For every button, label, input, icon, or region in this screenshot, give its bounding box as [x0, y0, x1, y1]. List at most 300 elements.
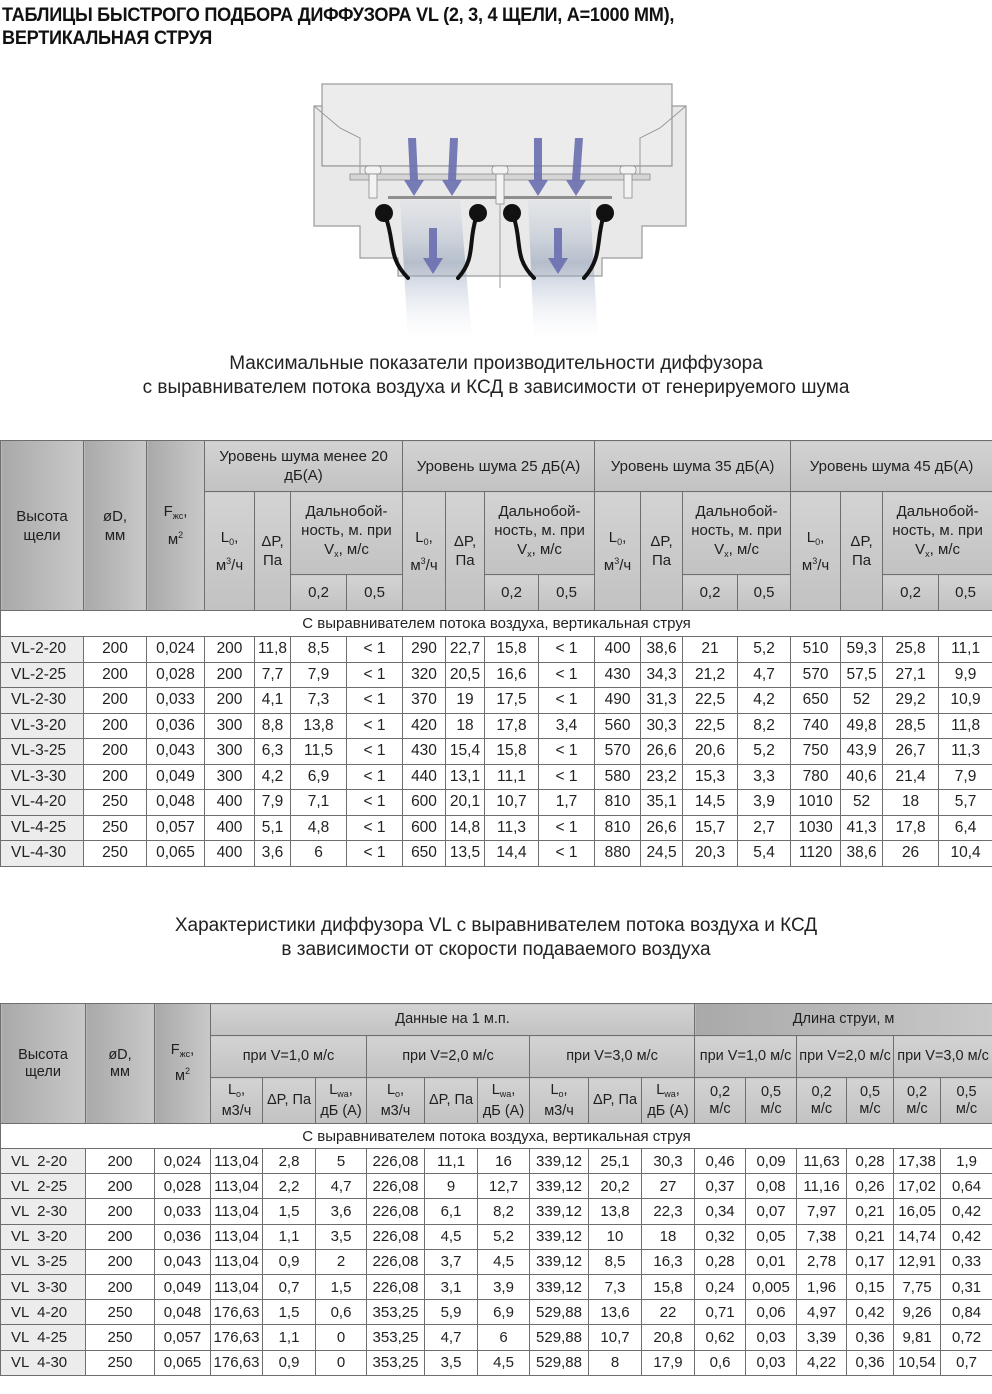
table-cell: 0,09	[746, 1149, 797, 1174]
table-cell: 7,9	[939, 764, 992, 790]
table-row	[1, 1149, 992, 1174]
header-v05: 0,5	[347, 575, 403, 611]
table2-caption-line-2: в зависимости от скорости подаваемого воздуха	[281, 939, 711, 960]
table-cell: 0,21	[847, 1224, 894, 1249]
table-cell: 5,2	[738, 739, 791, 765]
table-cell: 52	[841, 688, 883, 714]
table-cell: 400	[205, 841, 255, 867]
noise-performance-table	[0, 440, 992, 867]
table-cell: 400	[205, 815, 255, 841]
table-cell: 200	[205, 662, 255, 688]
model-cell: VL-3-25	[1, 739, 84, 765]
table-cell: < 1	[347, 790, 403, 816]
table-cell: < 1	[347, 841, 403, 867]
table-cell: 4,2	[255, 764, 291, 790]
table-cell: 13,8	[589, 1199, 642, 1224]
table-cell: 12,91	[894, 1249, 941, 1274]
section-label: С выравнивателем потока воздуха, вертикальная струя	[1, 611, 992, 637]
table-cell: 1030	[791, 815, 841, 841]
table-cell: 0	[316, 1350, 367, 1375]
table-cell: 5,2	[738, 637, 791, 663]
table-cell: 430	[595, 662, 641, 688]
table-cell: < 1	[539, 815, 595, 841]
table-cell: 200	[86, 1274, 155, 1299]
header-slot-height: Высота щели	[1, 441, 84, 611]
table-cell: 15,8	[642, 1274, 695, 1299]
table-cell: 10,9	[939, 688, 992, 714]
table-cell: 1120	[791, 841, 841, 867]
table-cell: 22,3	[642, 1199, 695, 1224]
table-cell: 9,9	[939, 662, 992, 688]
table-cell: 7,9	[291, 662, 347, 688]
model-cell: VL 2-20	[1, 1149, 86, 1174]
table-cell: 0,37	[695, 1174, 746, 1199]
table-cell: 113,04	[211, 1174, 263, 1199]
header-diameter: øD, мм	[86, 1004, 155, 1124]
table-cell: 0,6	[316, 1300, 367, 1325]
table-row	[1, 713, 992, 739]
table-cell: 22,7	[446, 637, 485, 663]
table-cell: 3,39	[797, 1325, 847, 1350]
table-cell: 22,5	[683, 713, 738, 739]
table-cell: 200	[84, 688, 147, 714]
table-cell: 20,2	[589, 1174, 642, 1199]
table-cell: 4,5	[478, 1249, 530, 1274]
table-cell: 11,3	[485, 815, 539, 841]
table-cell: 0,028	[147, 662, 205, 688]
table-cell: 0,024	[147, 637, 205, 663]
table-cell: 9,81	[894, 1325, 941, 1350]
table-cell: < 1	[539, 662, 595, 688]
table-cell: 5,9	[425, 1300, 478, 1325]
model-cell: VL-4-30	[1, 841, 84, 867]
table-cell: 8,8	[255, 713, 291, 739]
table-cell: 17,5	[485, 688, 539, 714]
table-cell: < 1	[539, 841, 595, 867]
table-row	[1, 764, 992, 790]
model-cell: VL-2-30	[1, 688, 84, 714]
table-cell: 0,15	[847, 1274, 894, 1299]
header-sound-power: $L_{wa}$, дБ (А)	[316, 1078, 367, 1124]
model-cell: VL 3-30	[1, 1274, 86, 1299]
table-cell: 43,9	[841, 739, 883, 765]
table-cell: 113,04	[211, 1199, 263, 1224]
header-flow: $L_0$, $м^3/ч$	[403, 492, 446, 611]
table-cell: 113,04	[211, 1274, 263, 1299]
header-noise-45: Уровень шума 45 дБ(А)	[791, 441, 992, 492]
table-cell: 7,3	[589, 1274, 642, 1299]
table-cell: 200	[86, 1199, 155, 1224]
table-cell: 430	[403, 739, 446, 765]
table-cell: 29,2	[883, 688, 939, 714]
table-cell: 10,7	[485, 790, 539, 816]
table-cell: 34,3	[641, 662, 683, 688]
table-cell: 0,057	[147, 815, 205, 841]
table-cell: 20,8	[642, 1325, 695, 1350]
model-cell: VL 3-25	[1, 1249, 86, 1274]
table-cell: 2,7	[738, 815, 791, 841]
table-cell: 200	[86, 1174, 155, 1199]
table-cell: 2,2	[263, 1174, 316, 1199]
table-cell: 370	[403, 688, 446, 714]
table-row	[1, 1350, 992, 1375]
table-cell: 420	[403, 713, 446, 739]
table-cell: 0,024	[155, 1149, 211, 1174]
header-jet-speed-1: при V=1,0 м/с	[695, 1036, 797, 1078]
page-title	[2, 4, 913, 50]
table-cell: 20,6	[683, 739, 738, 765]
table-cell: < 1	[539, 764, 595, 790]
table-cell: 26,6	[641, 815, 683, 841]
table-row	[1, 1274, 992, 1299]
header-flow: $L_0$, $м^3/ч$	[205, 492, 255, 611]
header-noise-20: Уровень шума менее 20 дБ(А)	[205, 441, 403, 492]
table-cell: 339,12	[530, 1199, 589, 1224]
table-cell: 400	[595, 637, 641, 663]
table-cell: 25,1	[589, 1149, 642, 1174]
table-row	[1, 815, 992, 841]
table-cell: 21,4	[883, 764, 939, 790]
model-cell: VL 2-25	[1, 1174, 86, 1199]
table-cell: 0,043	[155, 1249, 211, 1274]
table-cell: 4,8	[291, 815, 347, 841]
table-cell: 176,63	[211, 1325, 263, 1350]
table-cell: 200	[84, 713, 147, 739]
table-cell: 1,96	[797, 1274, 847, 1299]
table-row	[1, 1249, 992, 1274]
table-cell: 0,7	[263, 1274, 316, 1299]
header-speed-1: при V=1,0 м/с	[211, 1036, 367, 1078]
table-cell: 11,3	[939, 739, 992, 765]
table-cell: 11,1	[425, 1149, 478, 1174]
table-cell: 1,5	[263, 1199, 316, 1224]
table-cell: 226,08	[367, 1249, 425, 1274]
table-cell: 880	[595, 841, 641, 867]
table-cell: 0,32	[695, 1224, 746, 1249]
table-row	[1, 739, 992, 765]
table-cell: 300	[205, 739, 255, 765]
table-cell: 176,63	[211, 1300, 263, 1325]
table-cell: 8,2	[738, 713, 791, 739]
table-cell: 226,08	[367, 1174, 425, 1199]
table-row	[1, 1224, 992, 1249]
table-cell: 0,21	[847, 1199, 894, 1224]
table-cell: < 1	[347, 688, 403, 714]
table-cell: 3,4	[539, 713, 595, 739]
header-speed-2: при V=2,0 м/с	[367, 1036, 530, 1078]
table-cell: 0,07	[746, 1199, 797, 1224]
table-cell: 0,01	[746, 1249, 797, 1274]
header-speed-3: при V=3,0 м/с	[530, 1036, 695, 1078]
header-pressure-drop: ΔP, Па	[263, 1078, 316, 1124]
table-cell: < 1	[347, 764, 403, 790]
model-cell: VL-2-25	[1, 662, 84, 688]
table-row	[1, 637, 992, 663]
table-row	[1, 790, 992, 816]
table-cell: 529,88	[530, 1350, 589, 1375]
velocity-characteristics-table	[0, 1003, 992, 1376]
table-cell: 22	[642, 1300, 695, 1325]
table-cell: 7,75	[894, 1274, 941, 1299]
table-cell: 0,42	[941, 1224, 992, 1249]
table-cell: 0,24	[695, 1274, 746, 1299]
table-cell: 600	[403, 815, 446, 841]
table-cell: 250	[86, 1325, 155, 1350]
model-cell: VL 4-20	[1, 1300, 86, 1325]
table1-caption-line-2: с выравнивателем потока воздуха и КСД в зависимости от генерируемого шума	[142, 377, 850, 398]
table-cell: 0,42	[941, 1199, 992, 1224]
table-cell: 3,7	[425, 1249, 478, 1274]
table-cell: 9,26	[894, 1300, 941, 1325]
table1-caption-line-1: Максимальные показатели производительности диффузора	[229, 353, 763, 374]
table-cell: 52	[841, 790, 883, 816]
table-cell: 0,049	[155, 1274, 211, 1299]
model-cell: VL-3-30	[1, 764, 84, 790]
table-cell: 0,005	[746, 1274, 797, 1299]
header-pressure-drop: ΔP, Па	[841, 492, 883, 611]
table-cell: 10,54	[894, 1350, 941, 1375]
table-cell: 15,8	[485, 739, 539, 765]
table-cell: < 1	[347, 713, 403, 739]
header-flow: $L_0$, $м^3/ч$	[595, 492, 641, 611]
table-cell: 353,25	[367, 1350, 425, 1375]
table-cell: 25,8	[883, 637, 939, 663]
table-cell: 6	[478, 1325, 530, 1350]
header-v05: 0,5	[738, 575, 791, 611]
table-cell: 200	[205, 637, 255, 663]
table-cell: 16,3	[642, 1249, 695, 1274]
table-cell: 320	[403, 662, 446, 688]
table-row	[1, 688, 992, 714]
table-cell: 4,7	[425, 1325, 478, 1350]
header-v02: 0,2	[291, 575, 347, 611]
table-cell: 16	[478, 1149, 530, 1174]
header-v05: 0,5 м/с	[941, 1078, 992, 1124]
table-cell: 2,8	[263, 1149, 316, 1174]
table-cell: 339,12	[530, 1224, 589, 1249]
table-cell: 11,16	[797, 1174, 847, 1199]
table-cell: 200	[84, 764, 147, 790]
table-cell: 0,17	[847, 1249, 894, 1274]
header-pressure-drop: ΔP, Па	[425, 1078, 478, 1124]
table-cell: 14,5	[683, 790, 738, 816]
table-cell: 1,9	[941, 1149, 992, 1174]
table-cell: 740	[791, 713, 841, 739]
table-cell: 0,26	[847, 1174, 894, 1199]
table-cell: 5,4	[738, 841, 791, 867]
table-cell: 1010	[791, 790, 841, 816]
table-cell: 250	[84, 790, 147, 816]
table-cell: 339,12	[530, 1174, 589, 1199]
table-cell: 250	[84, 815, 147, 841]
table-cell: 0,065	[147, 841, 205, 867]
table-cell: 30,3	[642, 1149, 695, 1174]
table-cell: 19	[446, 688, 485, 714]
table-cell: 7,38	[797, 1224, 847, 1249]
table-cell: 7,1	[291, 790, 347, 816]
table-cell: 0,06	[746, 1300, 797, 1325]
table-cell: < 1	[347, 637, 403, 663]
header-flow: $L_o$, м3/ч	[530, 1078, 589, 1124]
table-cell: 353,25	[367, 1300, 425, 1325]
table-cell: 16,6	[485, 662, 539, 688]
table-cell: 510	[791, 637, 841, 663]
table-row	[1, 1199, 992, 1224]
table-cell: 21,2	[683, 662, 738, 688]
table-row	[1, 841, 992, 867]
table-cell: 200	[86, 1149, 155, 1174]
table-cell: 8,5	[291, 637, 347, 663]
header-v02: 0,2 м/с	[695, 1078, 746, 1124]
table-cell: 3,5	[425, 1350, 478, 1375]
table-cell: 24,5	[641, 841, 683, 867]
table-cell: 11,63	[797, 1149, 847, 1174]
table-cell: 14,74	[894, 1224, 941, 1249]
table-cell: 0	[316, 1325, 367, 1350]
table-cell: 200	[84, 637, 147, 663]
model-cell: VL-3-20	[1, 713, 84, 739]
table-cell: 0,62	[695, 1325, 746, 1350]
table-cell: 10,4	[939, 841, 992, 867]
table-cell: 31,3	[641, 688, 683, 714]
table-cell: 0,34	[695, 1199, 746, 1224]
table-cell: 4,5	[425, 1224, 478, 1249]
header-jet-speed-2: при V=2,0 м/с	[797, 1036, 894, 1078]
table-cell: 750	[791, 739, 841, 765]
table-cell: 0,03	[746, 1350, 797, 1375]
table-row	[1, 662, 992, 688]
table-cell: 570	[595, 739, 641, 765]
table-cell: 4,2	[738, 688, 791, 714]
table-cell: 1,7	[539, 790, 595, 816]
table-cell: 226,08	[367, 1224, 425, 1249]
table-cell: < 1	[347, 662, 403, 688]
table-cell: 3,9	[478, 1274, 530, 1299]
table-cell: 0,057	[155, 1325, 211, 1350]
table-cell: 0,9	[263, 1350, 316, 1375]
table-cell: 250	[84, 841, 147, 867]
table-cell: 600	[403, 790, 446, 816]
table-cell: 250	[86, 1350, 155, 1375]
header-flow: $L_o$, м3/ч	[211, 1078, 263, 1124]
table-cell: 8	[589, 1350, 642, 1375]
page-title-line-2: ВЕРТИКАЛЬНАЯ СТРУЯ	[2, 27, 213, 49]
header-range: Дальнобой- ность, м. при $V_x$, м/с	[291, 492, 403, 575]
table2-caption	[0, 914, 992, 962]
page-title-line-1: ТАБЛИЦЫ БЫСТРОГО ПОДБОРА ДИФФУЗОРА VL (2, 3, 4 ЩЕЛИ, А=1000 ММ),	[2, 4, 675, 26]
table-cell: 0,84	[941, 1300, 992, 1325]
table-cell: 13,5	[446, 841, 485, 867]
table-cell: 0,08	[746, 1174, 797, 1199]
model-cell: VL-4-25	[1, 815, 84, 841]
header-v02: 0,2	[485, 575, 539, 611]
table-row	[1, 1174, 992, 1199]
header-noise-25: Уровень шума 25 дБ(А)	[403, 441, 595, 492]
table-cell: 35,1	[641, 790, 683, 816]
header-pressure-drop: ΔP, Па	[255, 492, 291, 611]
header-v02: 0,2 м/с	[894, 1078, 941, 1124]
table-cell: 13,1	[446, 764, 485, 790]
table-cell: 59,3	[841, 637, 883, 663]
table-cell: 176,63	[211, 1350, 263, 1375]
model-cell: VL-4-20	[1, 790, 84, 816]
table-cell: 6,9	[478, 1300, 530, 1325]
table-cell: 113,04	[211, 1149, 263, 1174]
table-cell: 3,5	[316, 1224, 367, 1249]
table-cell: 400	[205, 790, 255, 816]
header-pressure-drop: ΔP, Па	[641, 492, 683, 611]
table-cell: 0,065	[155, 1350, 211, 1375]
table-cell: 226,08	[367, 1149, 425, 1174]
table-row	[1, 1325, 992, 1350]
header-area: $F_{жс}$, $м^2$	[155, 1004, 211, 1124]
table-cell: 0,036	[155, 1224, 211, 1249]
table-cell: < 1	[347, 815, 403, 841]
table-cell: < 1	[539, 688, 595, 714]
table-cell: 0,05	[746, 1224, 797, 1249]
table-cell: 339,12	[530, 1249, 589, 1274]
table-cell: 200	[84, 662, 147, 688]
table-cell: 0,31	[941, 1274, 992, 1299]
table-cell: 780	[791, 764, 841, 790]
table-cell: 226,08	[367, 1199, 425, 1224]
table-cell: 113,04	[211, 1224, 263, 1249]
table-cell: 40,6	[841, 764, 883, 790]
table-cell: 290	[403, 637, 446, 663]
table-cell: 4,97	[797, 1300, 847, 1325]
table-cell: 5,7	[939, 790, 992, 816]
table-cell: 0,048	[155, 1300, 211, 1325]
table-cell: 17,8	[883, 815, 939, 841]
table-cell: 22,5	[683, 688, 738, 714]
table-cell: 5	[316, 1149, 367, 1174]
table-cell: 6	[291, 841, 347, 867]
table-cell: 26	[883, 841, 939, 867]
header-v05: 0,5 м/с	[746, 1078, 797, 1124]
table-cell: 7,3	[291, 688, 347, 714]
header-range: Дальнобой- ность, м. при $V_x$, м/с	[883, 492, 992, 575]
table-cell: 30,3	[641, 713, 683, 739]
table-cell: 1,1	[263, 1325, 316, 1350]
model-cell: VL 2-30	[1, 1199, 86, 1224]
table-cell: 0,033	[147, 688, 205, 714]
table-cell: 0,33	[941, 1249, 992, 1274]
table-cell: 0,72	[941, 1325, 992, 1350]
model-cell: VL 3-20	[1, 1224, 86, 1249]
table-cell: 1,5	[263, 1300, 316, 1325]
table-cell: 18	[883, 790, 939, 816]
header-v02: 0,2	[683, 575, 738, 611]
table-cell: 14,4	[485, 841, 539, 867]
table-cell: 4,22	[797, 1350, 847, 1375]
table-cell: 13,6	[589, 1300, 642, 1325]
table-cell: 0,043	[147, 739, 205, 765]
header-pressure-drop: ΔP, Па	[589, 1078, 642, 1124]
table-cell: 3,9	[738, 790, 791, 816]
table-cell: 200	[86, 1249, 155, 1274]
table-cell: 570	[791, 662, 841, 688]
table-cell: 529,88	[530, 1300, 589, 1325]
table-cell: 4,7	[738, 662, 791, 688]
table-cell: 3,3	[738, 764, 791, 790]
table-cell: 4,1	[255, 688, 291, 714]
table-cell: 226,08	[367, 1274, 425, 1299]
table-cell: 57,5	[841, 662, 883, 688]
table-cell: 14,8	[446, 815, 485, 841]
table-cell: 8,2	[478, 1199, 530, 1224]
table-cell: 20,1	[446, 790, 485, 816]
table-cell: 11,1	[939, 637, 992, 663]
